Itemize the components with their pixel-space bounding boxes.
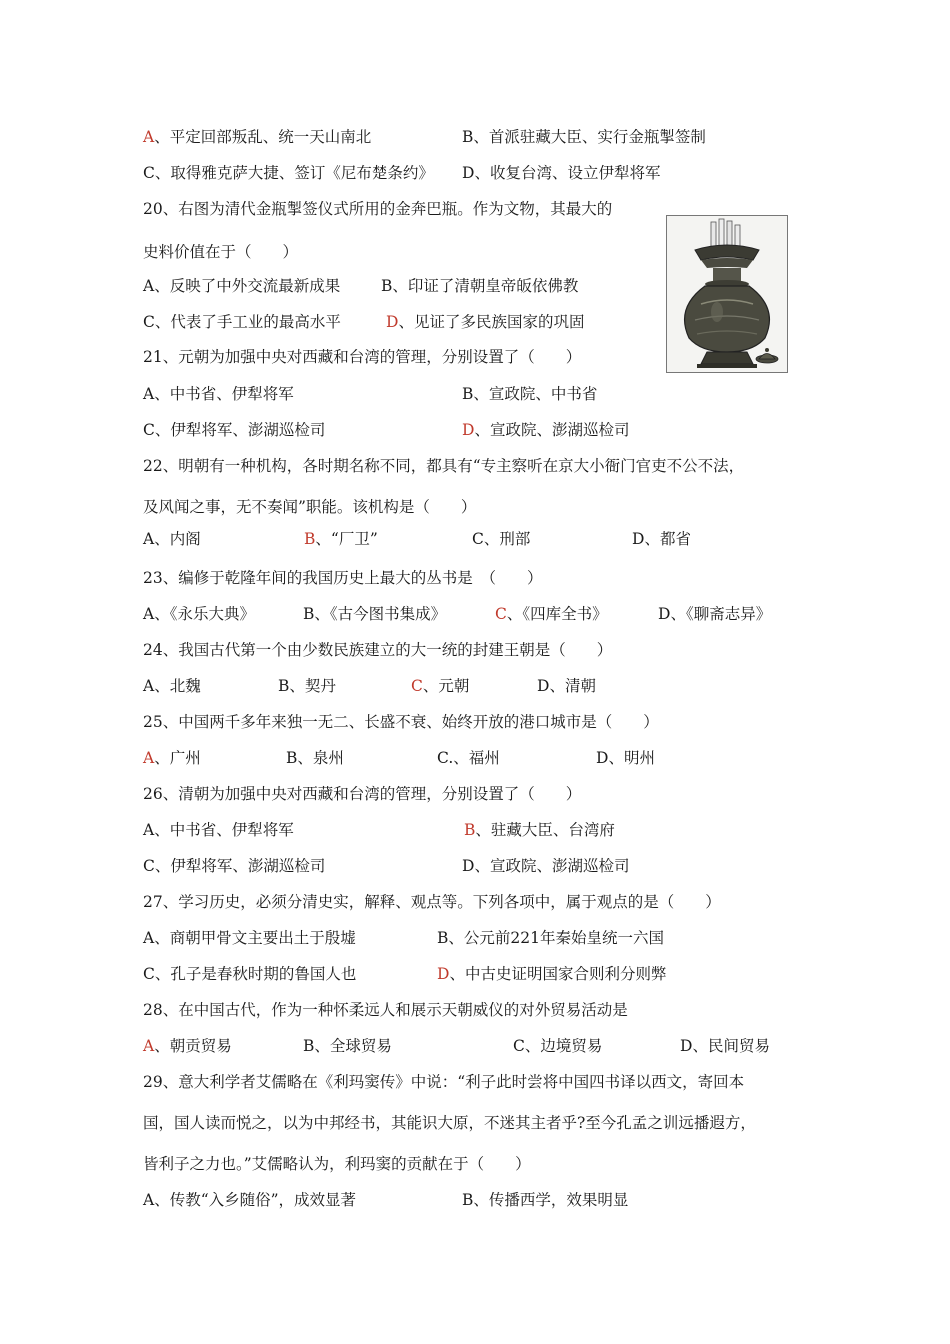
option-q27-d: D、中古史证明国家合则利分则弊 (437, 965, 667, 983)
option-q27-a: A、商朝甲骨文主要出土于殷墟 (143, 929, 356, 947)
option-q28-b: B、全球贸易 (303, 1037, 392, 1055)
question-20-stem-line2: 史料价值在于（ ） (143, 243, 299, 261)
option-q29-b: B、传播西学，效果明显 (462, 1191, 629, 1209)
option-q20-b: B、印证了清朝皇帝皈依佛教 (381, 277, 579, 295)
question-21-stem: 21、元朝为加强中央对西藏和台湾的管理，分别设置了（ ） (143, 348, 582, 366)
option-q28-c: C、边境贸易 (513, 1037, 603, 1055)
option-q26-c: C、伊犁将军、澎湖巡检司 (143, 857, 326, 875)
gold-vase-figure (666, 215, 788, 373)
option-q23-b: B、《古今图书集成》 (303, 605, 447, 623)
option-q24-c: C、元朝 (411, 677, 470, 695)
option-q22-b: B、“厂卫” (304, 530, 378, 548)
question-26-stem: 26、清朝为加强中央对西藏和台湾的管理，分别设置了（ ） (143, 785, 582, 803)
option-q21-d: D、宣政院、澎湖巡检司 (462, 421, 630, 439)
option-q19-d: D、收复台湾、设立伊犁将军 (462, 164, 661, 182)
option-q22-d: D、都省 (632, 530, 691, 548)
question-22-stem-line2: 及风闻之事，无不奏闻”职能。该机构是（ ） (143, 498, 477, 516)
option-q21-a: A、中书省、伊犁将军 (143, 385, 294, 403)
question-24-stem: 24、我国古代第一个由少数民族建立的大一统的封建王朝是（ ） (143, 641, 613, 659)
question-20-stem-line1: 20、右图为清代金瓶掣签仪式所用的金奔巴瓶。作为文物，其最大的 (143, 200, 613, 218)
question-22-stem-line1: 22、明朝有一种机构，各时期名称不同，都具有“专主察听在京大小衙门官吏不公不法， (143, 457, 745, 475)
option-q24-a: A、北魏 (143, 677, 201, 695)
question-28-stem: 28、在中国古代，作为一种怀柔远人和展示天朝威仪的对外贸易活动是 (143, 1001, 628, 1019)
option-q26-d: D、宣政院、澎湖巡检司 (462, 857, 630, 875)
question-27-stem: 27、学习历史，必须分清史实，解释、观点等。下列各项中，属于观点的是（ ） (143, 893, 721, 911)
option-q27-b: B、公元前221年秦始皇统一六国 (437, 929, 664, 947)
option-q25-d: D、明州 (596, 749, 655, 767)
option-q21-b: B、宣政院、中书省 (462, 385, 598, 403)
option-q25-c: C.、福州 (437, 749, 500, 767)
option-q22-c: C、刑部 (472, 530, 531, 548)
option-q23-c: C、《四库全书》 (495, 605, 608, 623)
option-q19-c: C、取得雅克萨大捷、签订《尼布楚条约》 (143, 164, 434, 182)
option-q19-b: B、首派驻藏大臣、实行金瓶掣签制 (462, 128, 706, 146)
option-q29-a: A、传教“入乡随俗”，成效显著 (143, 1191, 357, 1209)
option-q20-c: C、代表了手工业的最高水平 (143, 313, 341, 331)
option-q26-b: B、驻藏大臣、台湾府 (464, 821, 615, 839)
option-q21-c: C、伊犁将军、澎湖巡检司 (143, 421, 326, 439)
option-q28-a: A、朝贡贸易 (143, 1037, 232, 1055)
option-q20-d: D、见证了多民族国家的巩固 (386, 313, 585, 331)
question-25-stem: 25、中国两千多年来独一无二、长盛不衰、始终开放的港口城市是（ ） (143, 713, 659, 731)
option-q24-d: D、清朝 (537, 677, 596, 695)
question-23-stem: 23、编修于乾隆年间的我国历史上最大的丛书是 （ ） (143, 569, 543, 587)
question-29-stem-line1: 29、意大利学者艾儒略在《利玛窦传》中说：“利子此时尝将中国四书译以西文，寄回本 (143, 1073, 745, 1091)
gold-vase-icon (667, 216, 787, 372)
option-q28-d: D、民间贸易 (680, 1037, 770, 1055)
option-q23-d: D、《聊斋志异》 (658, 605, 772, 623)
option-q23-a: A、《永乐大典》 (143, 605, 255, 623)
option-q25-a: A、广州 (143, 749, 201, 767)
option-q19-a: A、平定回部叛乱、统一天山南北 (143, 128, 372, 146)
question-29-stem-line2: 国，国人读而悦之，以为中邦经书，其能识大原，不迷其主者乎?至今孔孟之训远播遐方， (143, 1114, 756, 1132)
option-q24-b: B、契丹 (278, 677, 336, 695)
option-q25-b: B、泉州 (286, 749, 344, 767)
option-q22-a: A、内阁 (143, 530, 201, 548)
option-q20-a: A、反映了中外交流最新成果 (143, 277, 341, 295)
question-29-stem-line3: 皆利子之力也。”艾儒略认为，利玛窦的贡献在于（ ） (143, 1155, 531, 1173)
option-q27-c: C、孔子是春秋时期的鲁国人也 (143, 965, 357, 983)
option-q26-a: A、中书省、伊犁将军 (143, 821, 294, 839)
